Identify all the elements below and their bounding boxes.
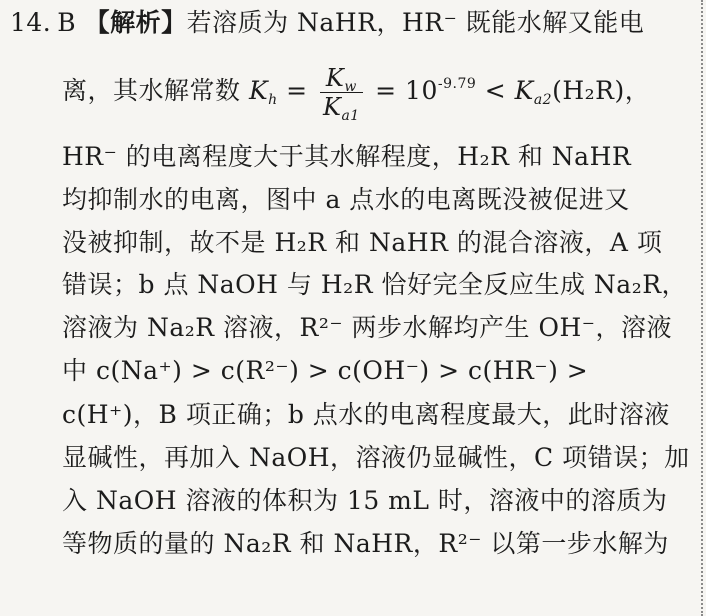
- page-edge-dotted-divider: [701, 0, 703, 616]
- text-line-6: [62, 268, 692, 308]
- text-line-2: [62, 64, 692, 124]
- power-base: = 10: [366, 76, 438, 105]
- ka2-symbol: $K_{a2}$: [514, 76, 553, 108]
- line-text: 中 c(Na⁺) > c(R²⁻) > c(OH⁻) > c(HR⁻) >: [62, 356, 589, 385]
- fraction-denominator: $K_{a1}$: [323, 93, 360, 124]
- fraction-numerator: $K_w$: [320, 64, 363, 93]
- line-text: 显碱性，再加入 NaOH，溶液仍显碱性，C 项错误；加: [62, 443, 690, 472]
- question-number: 14.: [10, 8, 52, 37]
- line-text: 离，其水解常数: [62, 76, 249, 105]
- text-line-5: [62, 226, 692, 266]
- analysis-tag: 【解析】: [84, 8, 187, 37]
- line-text: 错误；b 点 NaOH 与 H₂R 恰好完全反应生成 Na₂R，: [62, 270, 688, 299]
- text-line-9: [62, 398, 692, 438]
- line-text: (H₂R)，: [552, 76, 651, 105]
- text-line-11: [62, 484, 692, 524]
- text-line-7: [62, 311, 692, 351]
- text-line-12: [62, 527, 692, 567]
- text-line-3: [62, 140, 692, 180]
- text-line-8: [62, 354, 692, 394]
- kw-over-ka1-fraction: [320, 64, 363, 124]
- line-text: 均抑制水的电离，图中 a 点水的电离既没被促进又: [62, 185, 630, 214]
- line-text: 等物质的量的 Na₂R 和 NaHR，R²⁻ 以第一步水解为: [62, 529, 669, 558]
- text-line-1: [10, 6, 645, 46]
- line-text: HR⁻ 的电离程度大于其水解程度，H₂R 和 NaHR: [62, 142, 632, 171]
- line-text: 若溶质为 NaHR，HR⁻ 既能水解又能电: [186, 8, 645, 37]
- less-than-sign: <: [476, 76, 515, 105]
- equals-sign: =: [277, 76, 317, 105]
- text-line-10: [62, 441, 692, 481]
- answer-letter: B: [57, 8, 77, 37]
- line-text: 没被抑制，故不是 H₂R 和 NaHR 的混合溶液，A 项: [62, 228, 663, 257]
- text-line-4: [62, 183, 692, 223]
- line-text: 入 NaOH 溶液的体积为 15 mL 时，溶液中的溶质为: [62, 486, 668, 515]
- line-text: 溶液为 Na₂R 溶液，R²⁻ 两步水解均产生 OH⁻，溶液: [62, 313, 672, 342]
- power-exponent: -9.79: [437, 76, 477, 92]
- line-text: c(H⁺)，B 项正确；b 点水的电离程度最大，此时溶液: [62, 400, 670, 429]
- kh-symbol: $K_h$: [248, 76, 278, 108]
